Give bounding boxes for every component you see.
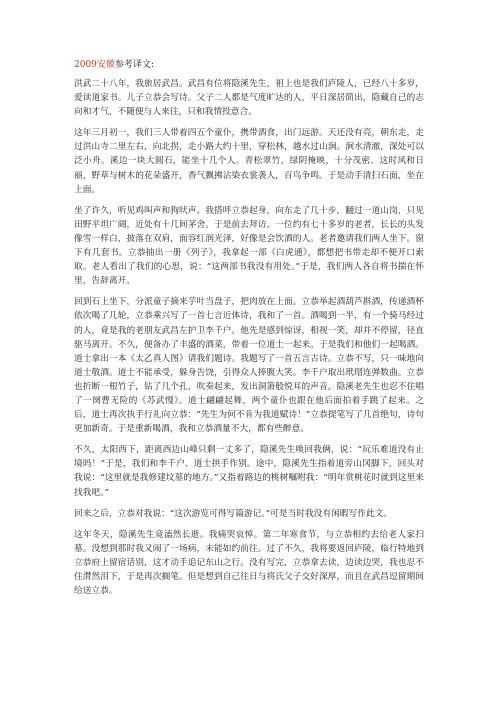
section-heading	[74, 58, 424, 72]
paragraph-7: 这年冬天，隐溪先生竟溘然长逝。我痛哭哀悼。第二年寒食节，与立恭相约去给老人家扫墓。没想到那时我又闹了一场病，未能如约前往。过了不久，我将要返回庐陵，临行特地到立恭府上留宿话别，这才动手追记东山之行。没有写完，立恭拿去读，边读边哭，我也忍不住潸然泪下，于是再次搁笔。但是想到自己往日与将氏父子交好深厚，而且在武昌逗留期间给送立恭。	[74, 529, 424, 597]
paragraph-1: 洪武二十八年，我旅居武昌。武昌有位将隐溪先生，祖上也是我们庐陵人，已经八十多岁，爱读道家书。儿子立恭会写诗。父子二人都是气度旷达的人，平日深居简出，隐藏自己的志向和才气，不随便与人来往，只和我情投意合。	[74, 79, 424, 118]
exam-year-label: 2009安徽	[74, 60, 115, 70]
paragraph-3: 坐了许久，听见鸡叫声和狗吠声。我搭呼立恭起身，向东走了几十步，翻过一道山岗，只见田野平坦广阔，近处有十几间茅舍。于是前去拜访。一位约有七十多岁的老者，长长的头发像雪一样白，披落在双肩，面容红润光泽，好像是会饮酒的人。老者邀请我们两人坐下。窗下有几套书。立恭抽出一册《列子》，我拿起一部《白虎通》，都想把书带走却不便开口索取。老人看出了我们的心思，说：“这两部书我没有用处。”于是，我们两人各自将书揣在怀里，告辞离开。	[74, 205, 424, 287]
paragraph-4: 回到石上坐下，分派童子摘来芋叶当盘子，把肉放在上面。立恭举起酒葫芦斟酒，传递酒杯依次喝了几轮，立恭乘兴写了一首七言近体诗，我和了一首。酒喝到一半，有一个骑马经过的人，竟是我的老朋友武昌左护卫李千户。他先是感到惊讶，相视一笑，却并不停留，径直驱马离开。不久，便备办了丰盛的酒菜，带着一位道士一起来。于是我们和他们一起喝酒。道士拿出一本《太乙真人图》请我们题诗。我题写了一首五言古诗。立恭不写，只一味地向道士敬酒。道士不能承受，躲身告饶，引得众人捧腹大笑。李千户取出玳瑁连弹数曲。立恭也折断一根竹子，钻了几个孔，吹奏起来，发出洞箫般悦耳的声音。隐溪老先生也忍不住唱了一阕曹无险的《苏武慢》。道士翩翩起舞，两个童仆也跟在他后面拍着手跳了起来。之后，道士再次执手行礼向立恭：“先生为何不肯为我道赋诗！”立恭提笔写了几首绝句，诗句更加新奇。于是重新喝酒，我和立恭酒量不大，都有些醉意。	[74, 297, 424, 435]
paragraph-2: 这年三月初一，我们三人带着四五个童仆，携带酒食，出门远游。天还没有亮，朝东走，走过洪山寺二里左右，向北拐，走小路大约十里，穿松林，越水过山涧。涧水清澈，深处可以泛小舟。溪边一块大圆石，能坐十几个人。青松翠竹，绿阴掩映，十分茂密。这时风和日丽，野草与树木的花朵盛开，香气飘拂沾染衣裳袭人，百鸟争鸣。于是动手清扫石面，坐在上面。	[74, 128, 424, 195]
paragraph-6: 回来之后，立恭对我说：“这次游览可得写篇游记。”可是当时我没有闲暇写作此文。	[74, 508, 393, 519]
paragraph-5: 不久，太阳西下，距离西边山峰只剩一丈多了，隐溪先生唤回我俩，说：“玩乐难道没有止境吗！”于是，我们和李千户、道士拱手作别。途中，隐溪先生指着道旁山冈脚下，回头对我说：“这里就是我修建坟墓的地方。”又指着路边的桃树嘱咐我：“明年赏桃花时就到这里来找我吧。”	[74, 445, 424, 498]
translation-text-block	[74, 58, 424, 605]
heading-label: 参考译文:	[114, 60, 154, 70]
